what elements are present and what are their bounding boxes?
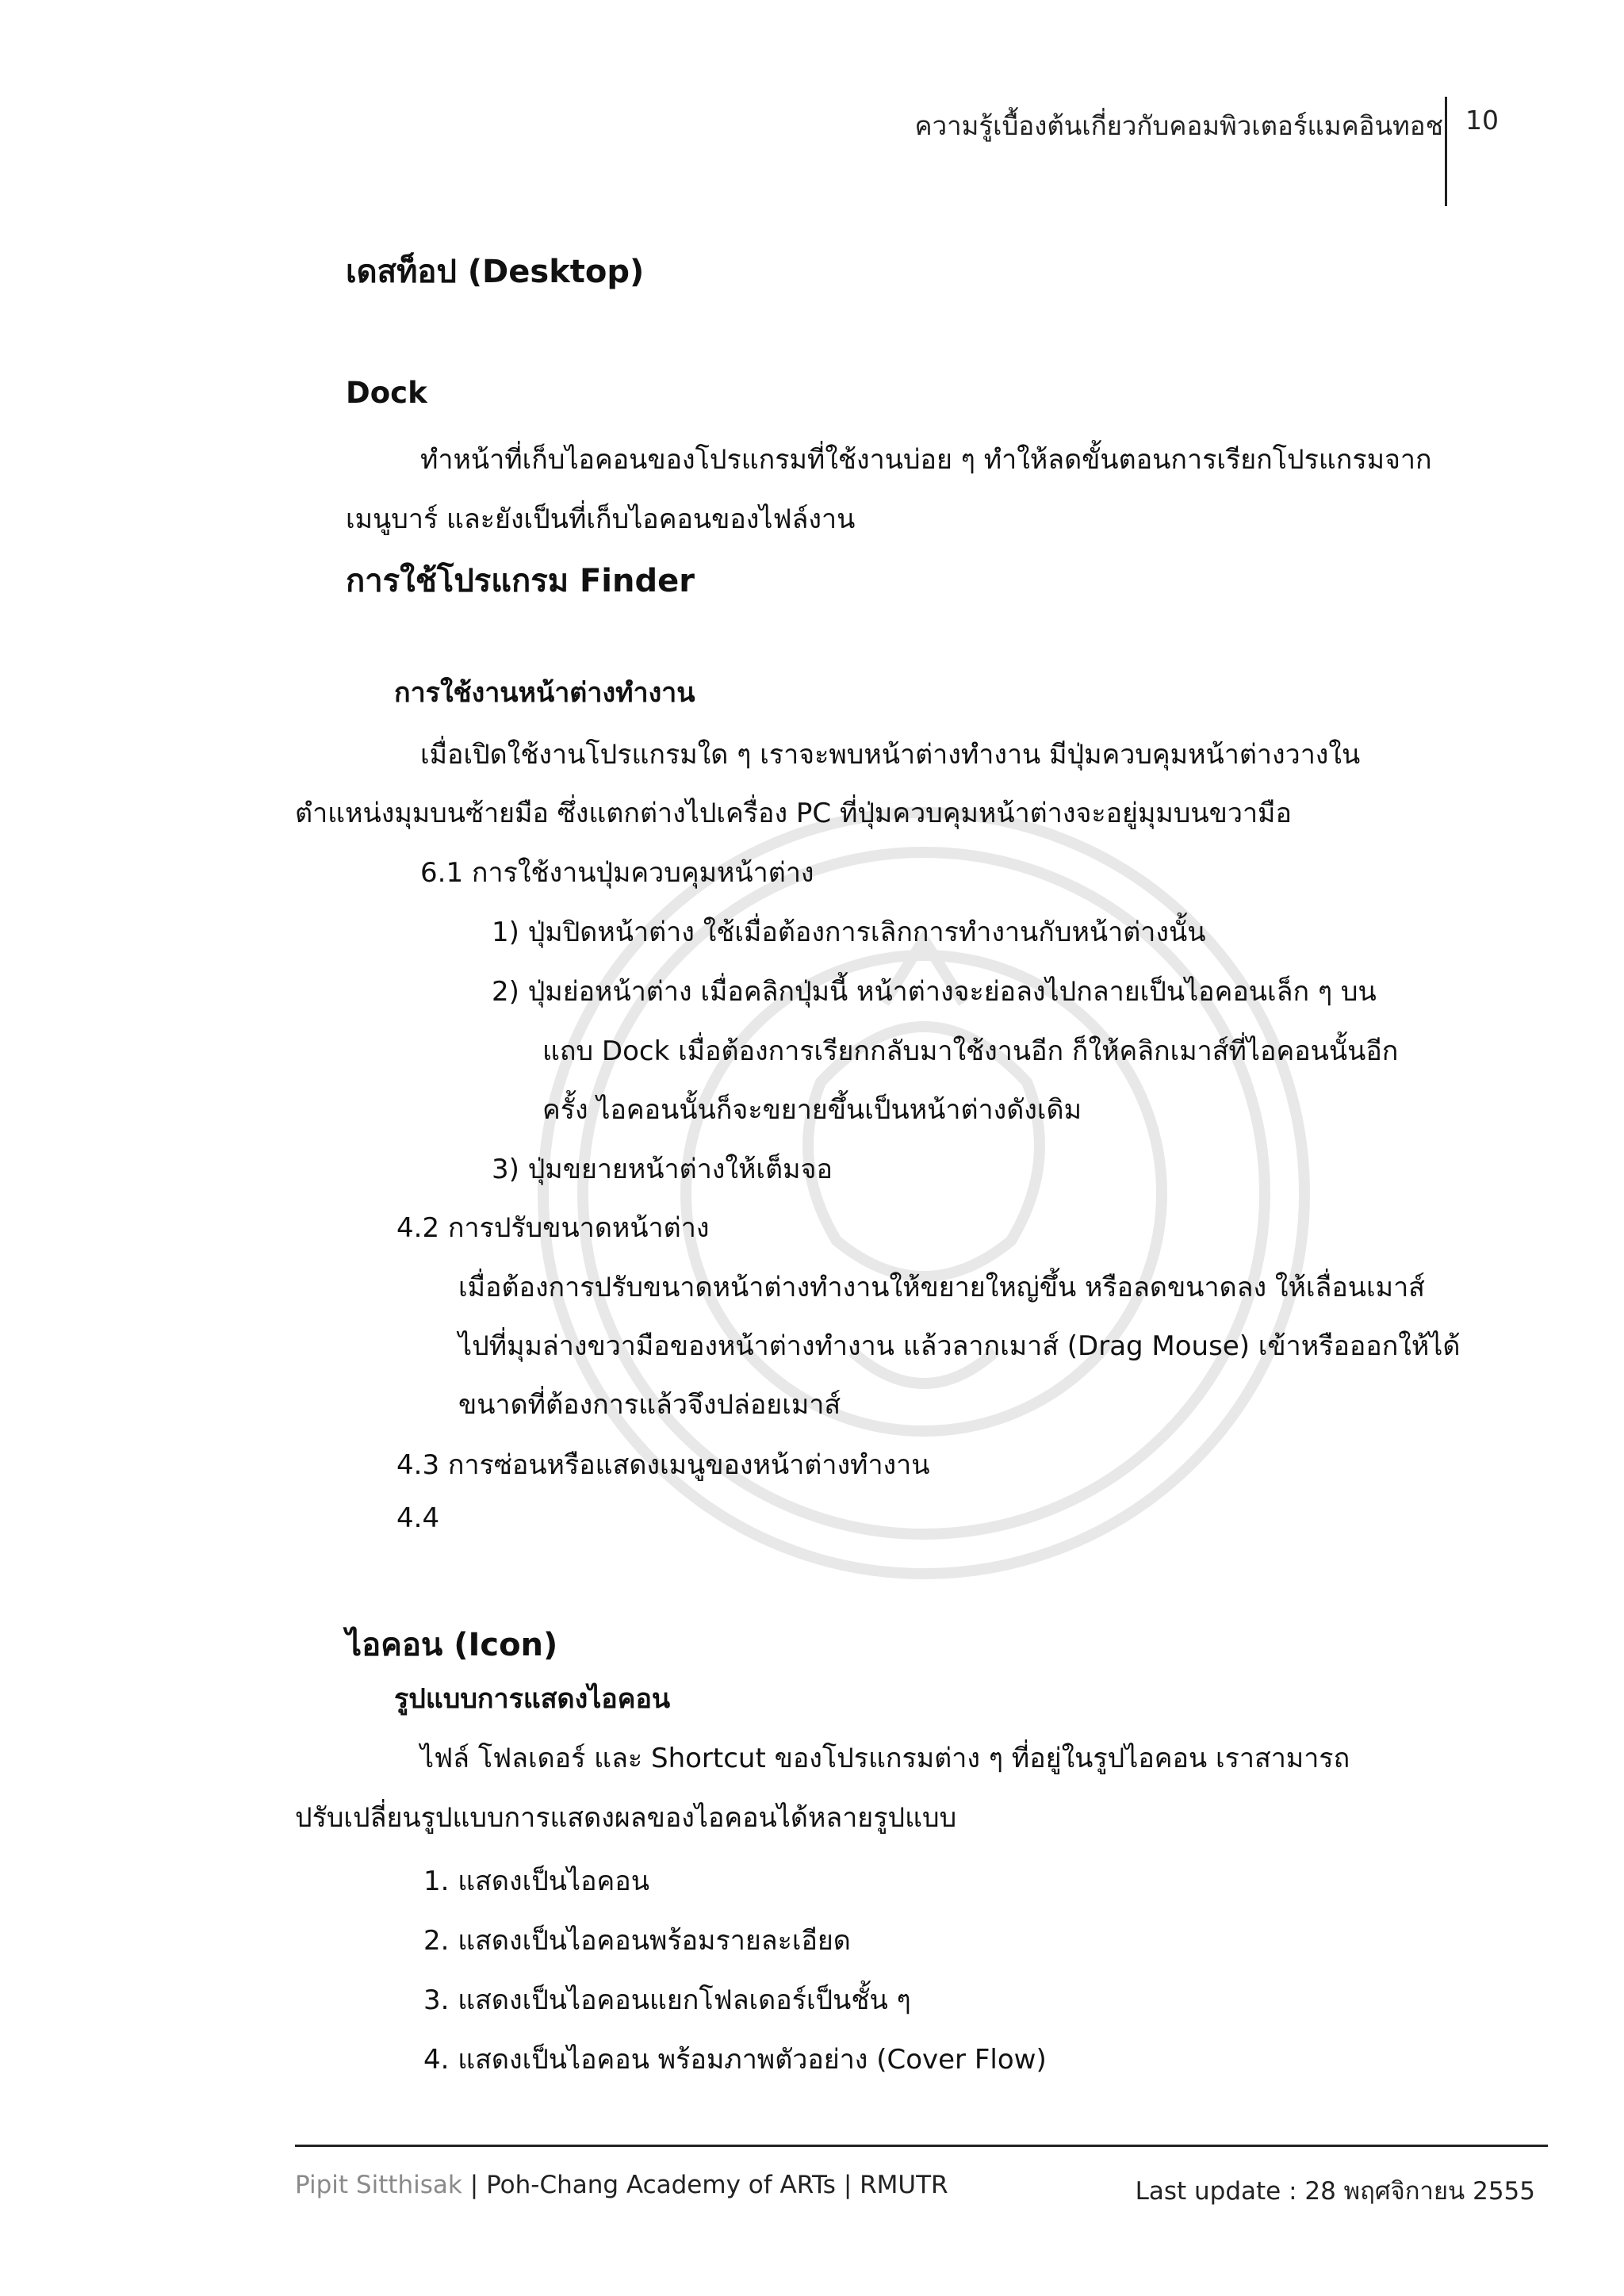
footer-separator: |: [469, 2171, 479, 2199]
section-4-4: 4.4: [396, 1502, 440, 1534]
footer-separator: |: [843, 2171, 852, 2199]
icon-view-item: 3. แสดงเป็นไอคอนแยกโฟลเดอร์เป็นชั้น ๆ: [423, 1984, 911, 2016]
running-title: ความรู้เบื้องต้นเกี่ยวกับคอมพิวเตอร์แมคอินทอช: [914, 110, 1443, 141]
icon-heading: ไอคอน (Icon): [346, 1627, 558, 1663]
footer-credit: [295, 2171, 948, 2199]
footer-author: Pipit Sitthisak: [295, 2171, 462, 2199]
dock-paragraph-line-2: เมนูบาร์ และยังเป็นที่เก็บไอคอนของไฟล์งาน: [346, 503, 856, 535]
footer-university: RMUTR: [860, 2171, 948, 2199]
list-item-minimize-line-3: ครั้ง ไอคอนนั้นก็จะขยายขึ้นเป็นหน้าต่างดังเดิม: [542, 1094, 1082, 1126]
list-item-minimize-line-2: แถบ Dock เมื่อต้องการเรียกกลับมาใช้งานอีก ก็ให้คลิกเมาส์ที่ไอคอนนั้นอีก: [542, 1035, 1399, 1067]
resize-paragraph-line-1: เมื่อต้องการปรับขนาดหน้าต่างทำงานให้ขยายใหญ่ขึ้น หรือลดขนาดลง ให้เลื่อนเมาส์: [458, 1272, 1425, 1303]
window-paragraph-line-1: เมื่อเปิดใช้งานโปรแกรมใด ๆ เราจะพบหน้าต่างทำงาน มีปุ่มควบคุมหน้าต่างวางใน: [420, 739, 1361, 771]
section-6-1: 6.1 การใช้งานปุ่มควบคุมหน้าต่าง: [420, 857, 814, 889]
icon-view-item: 1. แสดงเป็นไอคอน: [423, 1866, 649, 1897]
footer-org: Poh-Chang Academy of ARTs: [486, 2171, 836, 2199]
icon-subheading: รูปแบบการแสดงไอคอน: [394, 1683, 671, 1715]
desktop-heading: เดสท็อป (Desktop): [346, 254, 645, 290]
resize-paragraph-line-3: ขนาดที่ต้องการแล้วจึงปล่อยเมาส์: [458, 1389, 841, 1421]
dock-paragraph-line-1: ทำหน้าที่เก็บไอคอนของโปรแกรมที่ใช้งานบ่อย ๆ ทำให้ลดขั้นตอนการเรียกโปรแกรมจาก: [420, 444, 1432, 476]
window-heading: การใช้งานหน้าต่างทำงาน: [394, 677, 695, 709]
section-4-2: 4.2 การปรับขนาดหน้าต่าง: [396, 1212, 710, 1244]
page-number: 10: [1465, 105, 1499, 136]
section-4-3: 4.3 การซ่อนหรือแสดงเมนูของหน้าต่างทำงาน: [396, 1449, 930, 1481]
icon-view-item: 4. แสดงเป็นไอคอน พร้อมภาพตัวอย่าง (Cover Flow): [423, 2044, 1047, 2076]
list-item-maximize-button: 3) ปุ่มขยายหน้าต่างให้เต็มจอ: [492, 1154, 833, 1185]
list-item-close-button: 1) ปุ่มปิดหน้าต่าง ใช้เมื่อต้องการเลิกการทำงานกับหน้าต่างนั้น: [492, 916, 1206, 948]
footer-last-update: Last update : 28 พฤศจิกายน 2555: [1135, 2177, 1535, 2206]
finder-heading: การใช้โปรแกรม Finder: [346, 563, 695, 599]
icon-view-item: 2. แสดงเป็นไอคอนพร้อมรายละเอียด: [423, 1925, 851, 1957]
footer-divider: [295, 2145, 1548, 2147]
resize-paragraph-line-2: ไปที่มุมล่างขวามือของหน้าต่างทำงาน แล้วลากเมาส์ (Drag Mouse) เข้าหรือออกให้ได้: [458, 1330, 1461, 1362]
dock-heading: Dock: [346, 376, 427, 410]
icon-paragraph-line-1: ไฟล์ โฟลเดอร์ และ Shortcut ของโปรแกรมต่าง ๆ ที่อยู่ในรูปไอคอน เราสามารถ: [420, 1743, 1350, 1774]
icon-paragraph-line-2: ปรับเปลี่ยนรูปแบบการแสดงผลของไอคอนได้หลายรูปแบบ: [295, 1802, 957, 1834]
window-paragraph-line-2: ตำแหน่งมุมบนซ้ายมือ ซึ่งแตกต่างไปเครื่อง PC ที่ปุ่มควบคุมหน้าต่างจะอยู่มุมบนขวามือ: [295, 798, 1292, 829]
header-divider: [1445, 97, 1447, 206]
list-item-minimize-line-1: 2) ปุ่มย่อหน้าต่าง เมื่อคลิกปุ่มนี้ หน้าต่างจะย่อลงไปกลายเป็นไอคอนเล็ก ๆ บน: [492, 976, 1377, 1008]
